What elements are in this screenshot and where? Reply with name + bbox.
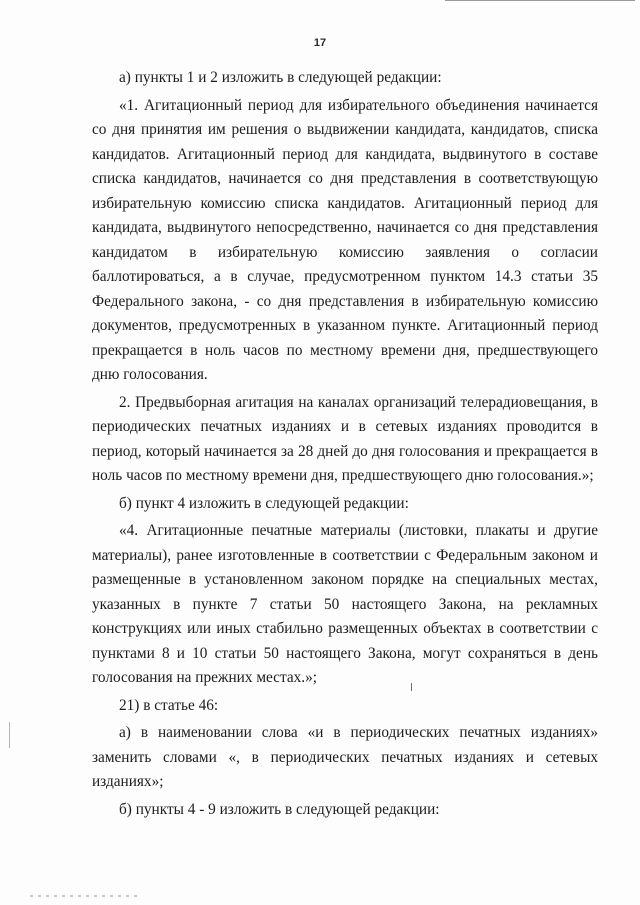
page-number: 17 bbox=[313, 37, 327, 49]
paragraph-article-46-heading: 21) в статье 46: bbox=[119, 696, 219, 714]
scan-margin-mark bbox=[9, 722, 10, 748]
paragraph-article-46-a: а) в наименовании слова «и в периодических печатных изданиях» заменить словами «, в периодических печатных изданиях и сетевых изданиях»; bbox=[92, 724, 598, 790]
scan-artifact-tick bbox=[411, 683, 412, 691]
paragraph-item-4-text: «4. Агитационные печатные материалы (листовки, плакаты и другие материалы), ранее изготовленные в соответствии с Федеральным законом и размещенные в установленном законом порядке на специальных местах, указанных в пункте 7 статьи 50 настоящего Закона, на рекламных конструкциях или иных стабильно размещенных объектах в соответствии с пунктами 8 и 10 статьи 50 настоящего Закона, могут сохраняться в день голосования на прежних местах.»; bbox=[92, 522, 598, 686]
document-body bbox=[92, 66, 598, 825]
paragraph-amendment-a-heading: а) пункты 1 и 2 изложить в следующей редакции: bbox=[119, 69, 442, 86]
scan-edge-line bbox=[445, 0, 635, 1]
scan-bottom-noise bbox=[30, 895, 140, 897]
paragraph-article-46-b: б) пункты 4 - 9 изложить в следующей редакции: bbox=[119, 800, 440, 818]
paragraph-item-2-text: 2. Предвыборная агитация на каналах организаций телерадиовещания, в периодических печатных изданиях и в сетевых изданиях проводится в период, который начинается за 28 дней до дня голосования и прекращается в ноль часов по местному времени дня, предшествующего дню голосования.»; bbox=[92, 393, 598, 484]
paragraph-item-1-text: «1. Агитационный период для избирательного объединения начинается со дня принятия им решения о выдвижении кандидата, кандидатов, списка кандидатов. Агитационный период для кандидата, выдвинутого в составе списка кандидатов, начинается со дня представления в соответствующую избирательную комиссию списка кандидатов. Агитационный период для кандидата, выдвинутого непосредственно, начинается со дня представления кандидатом в избирательную комиссию заявления о согласии баллотироваться, а в случае, предусмотренном пунктом 14.3 статьи 35 Федерального закона, - со дня представления в избирательную комиссию документов, предусмотренных в указанном пункте. Агитационный период прекращается в ноль часов по местному времени дня, предшествующего дню голосования. bbox=[92, 96, 598, 383]
paragraph-amendment-b-heading: б) пункт 4 изложить в следующей редакции: bbox=[119, 494, 409, 512]
